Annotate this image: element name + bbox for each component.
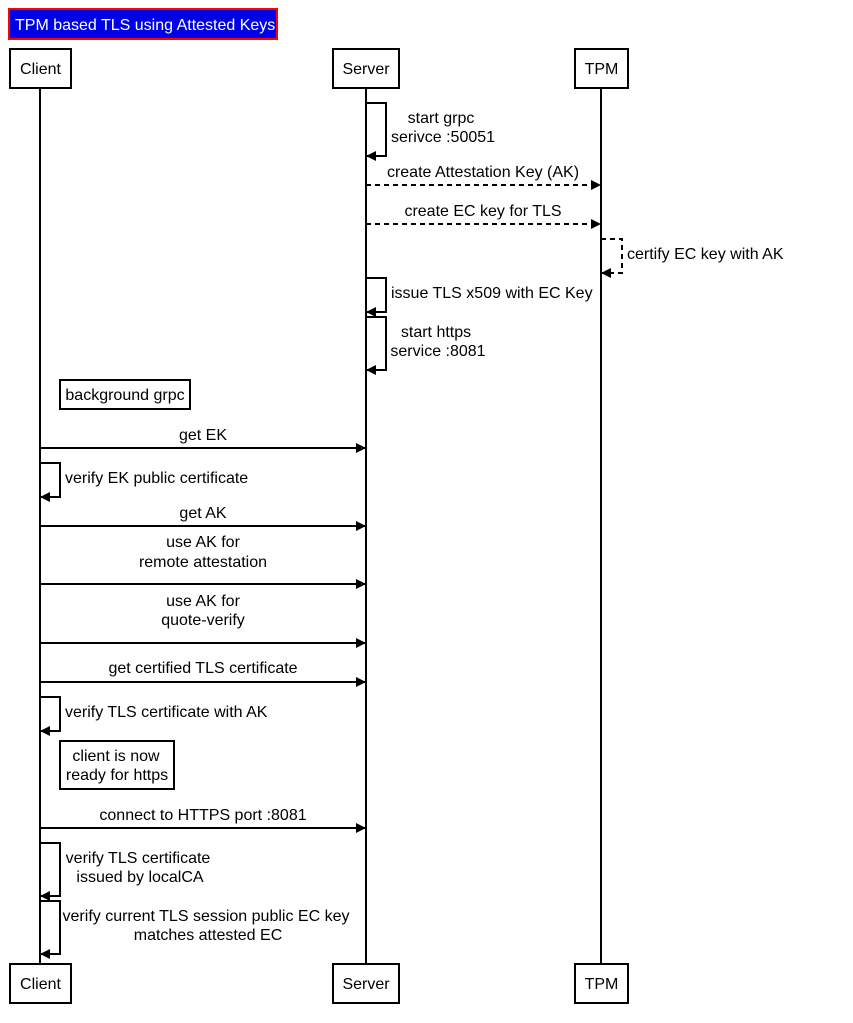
note-text: ready for https (65, 767, 169, 784)
note-client-ready (60, 741, 174, 789)
message-get-ek (40, 427, 365, 448)
message-label: issue TLS x509 with EC Key (391, 285, 593, 302)
participant-client-bottom (10, 964, 71, 1003)
message-remote-attestation (40, 534, 365, 584)
message-label-line: start grpc (407, 110, 475, 127)
message-verify-ek (40, 463, 248, 497)
message-get-ak (40, 505, 365, 526)
message-label-line: service :8081 (390, 343, 486, 360)
participant-label: Server (342, 976, 390, 993)
message-label-line: issued by localCA (76, 869, 204, 886)
message-label: connect to HTTPS port :8081 (99, 807, 307, 824)
message-label: get AK (179, 505, 227, 522)
message-label-line: remote attestation (138, 554, 268, 571)
message-verify-tls-ak (40, 697, 268, 731)
participant-label: Server (342, 61, 390, 78)
title-text: TPM based TLS using Attested Keys (15, 17, 276, 34)
participant-label: TPM (584, 61, 619, 78)
message-label: create EC key for TLS (404, 203, 562, 220)
message-start-https (366, 317, 486, 370)
participant-label: Client (20, 976, 61, 993)
self-arrow (40, 463, 60, 497)
message-label: get certified TLS certificate (108, 660, 298, 677)
message-label-line: serivce :50051 (390, 129, 496, 146)
message-verify-ec-match (40, 901, 349, 954)
message-label: get EK (178, 427, 228, 444)
participant-tpm-bottom (575, 964, 628, 1003)
self-arrow (366, 317, 386, 370)
participant-client-top (10, 49, 71, 88)
self-arrow (40, 843, 60, 896)
self-arrow (40, 901, 60, 954)
self-arrow (366, 103, 386, 156)
message-get-tls-cert (40, 660, 365, 682)
participant-tpm-top (575, 49, 628, 88)
message-verify-localca (40, 843, 210, 896)
message-label-line: use AK for (166, 593, 240, 610)
note-text: background grpc (65, 387, 185, 404)
message-label-line: use AK for (166, 534, 240, 551)
message-issue-tls (366, 278, 593, 312)
message-label-line: matches attested EC (133, 927, 283, 944)
message-label-line: verify current TLS session public EC key (62, 908, 350, 925)
message-label-line: quote-verify (161, 612, 245, 629)
note-background-grpc (60, 380, 190, 409)
participant-label: Client (20, 61, 61, 78)
message-connect-https (40, 807, 365, 828)
message-label: create Attestation Key (AK) (386, 164, 580, 181)
message-create-ec-key (366, 203, 600, 224)
message-label: verify TLS certificate with AK (65, 704, 268, 721)
message-start-grpc (366, 103, 495, 156)
message-certify-ec-key (601, 239, 784, 273)
note-text: client is now (72, 748, 160, 765)
message-quote-verify (40, 593, 365, 643)
message-create-ak (366, 164, 600, 185)
message-label-line: verify TLS certificate (65, 850, 211, 867)
message-label-line: start https (400, 324, 472, 341)
participant-server-bottom (333, 964, 399, 1003)
diagram-title (9, 9, 277, 39)
participant-label: TPM (584, 976, 619, 993)
message-label: verify EK public certificate (65, 470, 249, 487)
message-label: certify EC key with AK (627, 246, 784, 263)
self-arrow (366, 278, 386, 312)
self-arrow (40, 697, 60, 731)
participant-server-top (333, 49, 399, 88)
self-arrow (601, 239, 622, 273)
